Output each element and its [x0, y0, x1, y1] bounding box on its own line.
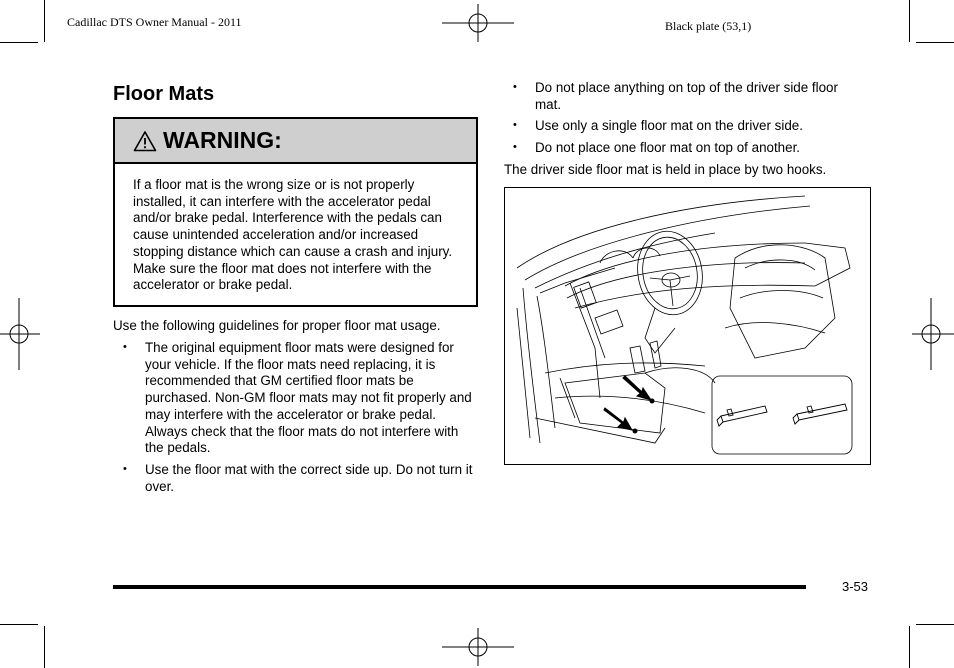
crop-mark [0, 624, 38, 625]
registration-mark-top [440, 4, 516, 42]
bullet-marker: • [123, 462, 127, 475]
list-item [504, 118, 844, 135]
warning-label: WARNING: [163, 127, 282, 153]
car-interior-drawing [505, 188, 869, 463]
list-item [114, 340, 476, 457]
bullet-marker: • [123, 341, 127, 353]
hooks-paragraph: The driver side floor mat is held in place by two hooks. [504, 162, 827, 177]
bullet-list-right [504, 80, 844, 162]
list-item [504, 80, 844, 113]
registration-mark-bottom [440, 628, 516, 666]
crop-mark [909, 0, 910, 42]
crop-mark [44, 626, 45, 668]
crop-mark [909, 626, 910, 668]
warning-triangle-icon [133, 130, 157, 152]
crop-mark [916, 42, 954, 43]
registration-mark-right [912, 296, 954, 372]
list-item [114, 462, 476, 495]
list-item [504, 140, 844, 157]
warning-header [115, 119, 476, 164]
list-item-text: Use only a single floor mat on the driver side. [535, 118, 803, 134]
list-item-text: The original equipment floor mats were designed for your vehicle. If the floor mats need replacing, it is recommended that GM certified floor mats be purchased. Non-GM floor mats may not fit properly and may interfere with the accelerator or brake pedal. Always check that the floor mats do not interfere with the pedals. [145, 340, 472, 456]
bullet-list-left [114, 340, 476, 500]
list-item-text: Do not place one floor mat on top of another. [535, 140, 801, 156]
list-item-text: Use the floor mat with the correct side up. Do not turn it over. [145, 461, 473, 494]
header-manual-title: Cadillac DTS Owner Manual - 2011 [67, 15, 242, 29]
crop-mark [44, 0, 45, 42]
intro-paragraph: Use the following guidelines for proper floor mat usage. [113, 318, 441, 333]
header-plate-info: Black plate (53,1) [665, 19, 752, 33]
list-item-text: Do not place anything on top of the driver side floor mat. [535, 80, 838, 112]
bullet-marker: • [513, 141, 517, 154]
registration-mark-left [0, 296, 40, 372]
warning-box [113, 117, 478, 307]
crop-mark [916, 624, 954, 625]
crop-mark [0, 42, 38, 43]
bullet-marker: • [513, 81, 517, 93]
page-number: 3-53 [842, 579, 869, 594]
section-title: Floor Mats [113, 83, 215, 105]
footer-rule [113, 585, 806, 589]
bullet-marker: • [513, 119, 517, 132]
warning-text: If a floor mat is the wrong size or is not properly installed, it can interfere with the accelerator pedal and/or brake pedal. Interference with the pedals can cause unintended acceleration and/or increased stopping distance which can cause a crash and injury. Make sure the floor mat does not interfere with the accelerator or brake pedal. [133, 177, 453, 293]
floor-mat-illustration [504, 187, 871, 465]
